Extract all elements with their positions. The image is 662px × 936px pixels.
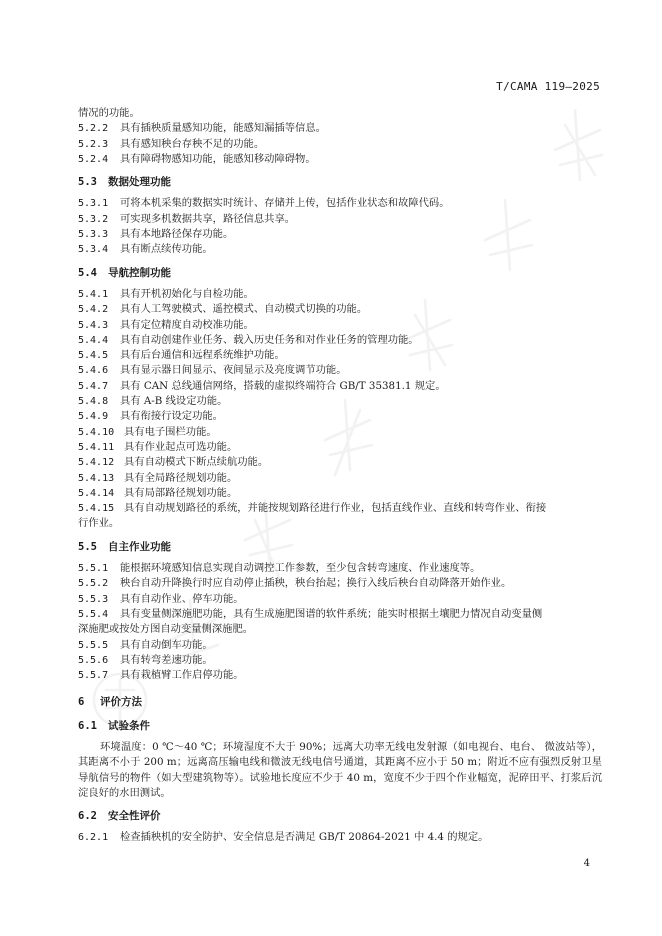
list-item	[78, 242, 602, 257]
clause-number: 5.5.7	[78, 670, 109, 682]
list-item	[78, 668, 602, 683]
section-number: 5.4	[78, 266, 97, 279]
clause-number: 5.4.13	[78, 472, 115, 484]
list-item	[78, 561, 602, 576]
section-title: 导航控制功能	[108, 266, 171, 279]
clause-text: 具有自动倒车功能。	[120, 638, 213, 651]
clause-text: 具有 CAN 总线通信网络，搭载的虚拟终端符合 GB/T 35381.1 规定。	[120, 379, 446, 392]
test-conditions-paragraph: 环境温度：0 ℃～40 ℃；环境湿度不大于 90%；远离大功率无线电发射源（如电视台、电台、 微波站等），其距离不小于 200 m；远离高压输电线和微波无线电信号通道，其距离不应小于 50 m；附近不应有强烈反射卫星导航信号的物件（如大型建筑物等）。试验地长度应不少于 40 m，宽度不少于四个作业幅宽，泥碎田平、打浆后沉淀良好的水田测试。	[78, 740, 602, 799]
clause-number: 5.4.14	[78, 487, 115, 499]
clause-number: 5.5.5	[78, 639, 109, 651]
clause-text: 具有自动规划路径的系统，并能按规划路径进行作业，包括直线作业、直线和转弯作业、衔接	[124, 502, 547, 515]
clause-number: 5.3.3	[78, 229, 109, 241]
clause-text: 具有显示器日间显示、夜间显示及亮度调节功能。	[120, 364, 347, 377]
clause-text: 具有栽植臂工作启停功能。	[120, 669, 244, 682]
clause-text: 秧台自动升降换行时应自动停止插秧，秧台抬起；换行入线后秧台自动降落开始作业。	[120, 577, 512, 590]
clause-text: 具有本地路径保存功能。	[120, 228, 234, 241]
clause-number: 5.4.2	[78, 304, 109, 316]
section-heading-5-5	[78, 540, 602, 555]
list-item	[78, 830, 602, 845]
clause-list-5-3	[78, 196, 602, 257]
list-item	[78, 486, 602, 501]
clause-text: 具有全局路径规划功能。	[124, 471, 238, 484]
section-number: 5.3	[78, 176, 97, 189]
clause-text: 检查插秧机的安全防护、安全信息是否满足 GB/T 20864-2021 中 4.4 的规定。	[120, 831, 489, 844]
list-item	[78, 440, 602, 455]
list-item	[78, 287, 602, 302]
clause-number: 5.5.1	[78, 563, 109, 575]
list-item	[78, 121, 602, 136]
list-item	[78, 379, 602, 394]
clause-text: 具有插秧质量感知功能，能感知漏插等信息。	[120, 122, 326, 135]
clause-text: 具有 A-B 线设定功能。	[120, 395, 228, 408]
clause-text: 具有衔接行设定功能。	[120, 410, 223, 423]
clause-number: 5.4.5	[78, 350, 109, 362]
clause-number: 6.2.1	[78, 832, 109, 844]
clause-number: 5.3.4	[78, 244, 109, 256]
clause-number: 5.4.11	[78, 441, 115, 453]
clause-number: 5.2.2	[78, 123, 109, 135]
list-item	[78, 212, 602, 227]
clause-text: 具有自动创建作业任务、载入历史任务和对作业任务的管理功能。	[120, 333, 419, 346]
clause-text-continued: 行作业。	[78, 517, 120, 530]
clause-text: 可将本机采集的数据实时统计、存储并上传，包括作业状态和故障代码。	[120, 197, 450, 210]
clause-number: 5.4.6	[78, 365, 109, 377]
clause-text: 具有自动作业、停车功能。	[120, 592, 244, 605]
list-item	[78, 302, 602, 317]
list-item	[78, 471, 602, 486]
section-number: 6.2	[78, 810, 97, 823]
list-item	[78, 348, 602, 363]
list-item	[78, 318, 602, 333]
clause-number: 5.5.4	[78, 608, 109, 620]
clause-text-continued: 深施肥或按处方图自动变量侧深施肥。	[78, 623, 254, 636]
clause-list-5-5	[78, 561, 602, 683]
list-item	[78, 592, 602, 607]
list-item	[78, 638, 602, 653]
section-heading-5-3	[78, 175, 602, 190]
section-title: 评价方法	[100, 696, 142, 709]
section-number: 5.5	[78, 540, 97, 553]
clause-text: 具有开机初始化与自检功能。	[120, 287, 254, 300]
list-item	[78, 394, 602, 409]
section-heading-6-1	[78, 719, 602, 734]
clause-number: 5.4.8	[78, 396, 109, 408]
list-item	[78, 425, 602, 440]
clause-text: 具有后台通信和远程系统维护功能。	[120, 349, 285, 362]
clause-number: 5.4.7	[78, 380, 109, 392]
clause-list-5-4	[78, 287, 602, 532]
clause-number: 5.3.1	[78, 198, 109, 210]
clause-number: 5.4.9	[78, 411, 109, 423]
list-item	[78, 363, 602, 378]
list-item	[78, 501, 602, 516]
clause-text: 具有障碍物感知功能，能感知移动障碍物。	[120, 152, 316, 165]
clause-text: 具有作业起点可选功能。	[124, 440, 238, 453]
clause-text: 具有人工驾驶模式、遥控模式、自动模式切换的功能。	[120, 303, 368, 316]
clause-number: 5.4.4	[78, 334, 109, 346]
section-heading-6	[78, 695, 602, 710]
list-item	[78, 333, 602, 348]
clause-text: 可实现多机数据共享，路径信息共享。	[120, 212, 296, 225]
section-number: 6	[78, 696, 85, 709]
clause-number: 5.4.12	[78, 457, 115, 469]
section-number: 6.1	[78, 719, 97, 732]
list-item	[78, 152, 602, 167]
clause-number: 5.2.4	[78, 153, 109, 165]
continuation-text: 情况的功能。	[78, 107, 140, 119]
document-code: T/CAMA 119—2025	[496, 80, 600, 93]
clause-text: 具有断点续传功能。	[120, 243, 213, 256]
list-item	[78, 607, 602, 622]
list-item	[78, 576, 602, 591]
page-content	[78, 106, 602, 846]
clause-number: 5.5.2	[78, 578, 109, 590]
section-heading-5-4	[78, 266, 602, 281]
list-item	[78, 137, 602, 152]
section-heading-6-2	[78, 809, 602, 824]
clause-text: 具有自动模式下断点续航功能。	[124, 456, 269, 469]
clause-text: 具有变量侧深施肥功能，具有生成施肥图谱的软件系统；能实时根据土壤肥力情况自动变量侧	[120, 607, 543, 620]
clause-number: 5.5.6	[78, 654, 109, 666]
clause-number: 5.3.2	[78, 213, 109, 225]
section-title: 试验条件	[108, 719, 150, 732]
list-item	[78, 409, 602, 424]
list-item	[78, 196, 602, 211]
clause-text: 具有电子围栏功能。	[124, 425, 217, 438]
clause-text: 具有转弯差速功能。	[120, 653, 213, 666]
clause-list-5-2	[78, 121, 602, 167]
list-item	[78, 455, 602, 470]
clause-text: 具有感知秧台存秧不足的功能。	[120, 137, 265, 150]
clause-text: 能根据环境感知信息实现自动调控工作参数，至少包含转弯速度、作业速度等。	[120, 562, 481, 575]
section-title: 自主作业功能	[108, 540, 171, 553]
clause-text: 具有局部路径规划功能。	[124, 486, 238, 499]
section-title: 数据处理功能	[108, 176, 171, 189]
clause-text: 具有定位精度自动校准功能。	[120, 318, 254, 331]
clause-number: 5.4.1	[78, 288, 109, 300]
page-number: 4	[583, 858, 590, 869]
clause-number: 5.4.15	[78, 503, 115, 515]
section-title: 安全性评价	[108, 810, 161, 823]
list-item	[78, 227, 602, 242]
clause-number: 5.2.3	[78, 138, 109, 150]
list-item	[78, 653, 602, 668]
clause-number: 5.4.3	[78, 319, 109, 331]
clause-number: 5.5.3	[78, 593, 109, 605]
clause-number: 5.4.10	[78, 426, 115, 438]
